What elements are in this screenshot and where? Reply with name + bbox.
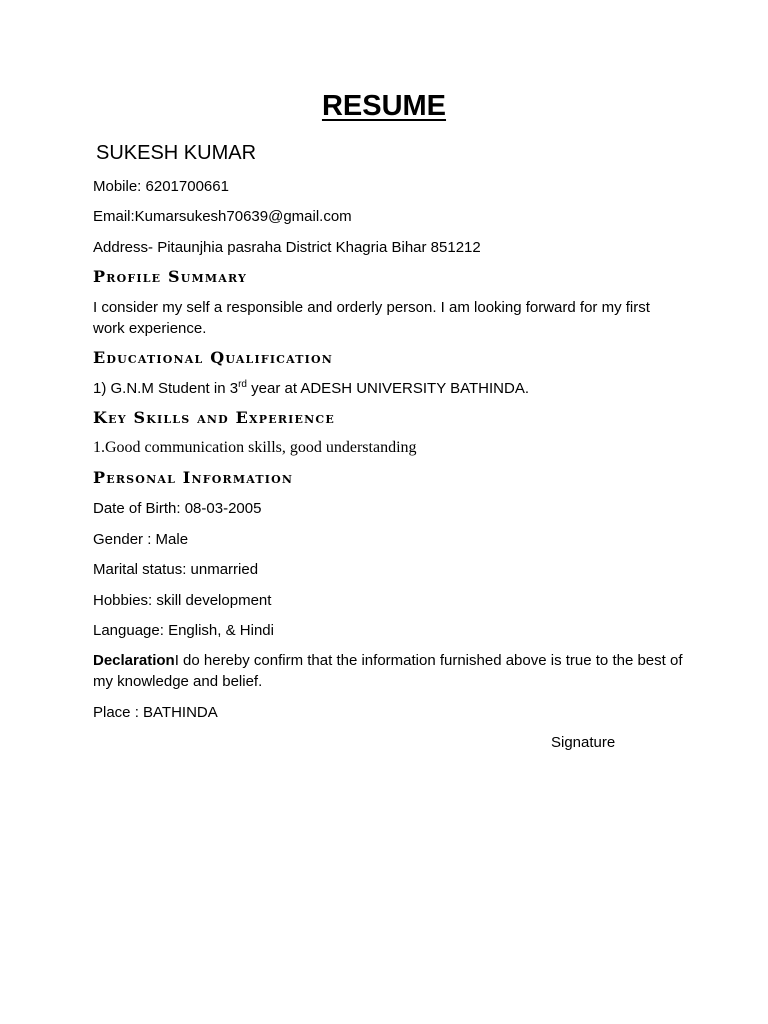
personal-info-heading: Personal Information (93, 468, 294, 487)
candidate-name: SUKESH KUMAR (96, 142, 257, 164)
resume-title (0, 86, 768, 126)
education-item-superscript: rd (238, 379, 247, 390)
education-item-suffix: year at ADESH UNIVERSITY BATHINDA. (246, 380, 530, 397)
profile-summary-heading: Profile Summary (93, 267, 248, 286)
language-line: Language: English, & Hindi (93, 622, 274, 639)
profile-summary-text: I consider my self a responsible and orderly person. I am looking forward for my first work experience. (93, 299, 650, 337)
dob-line: Date of Birth: 08-03-2005 (93, 500, 262, 517)
declaration-text: I do hereby confirm that the information furnished above is true to the best of my knowledge and belief. (93, 652, 683, 690)
education-heading: Educational Qualification (93, 348, 334, 367)
education-item (93, 378, 529, 399)
education-item-prefix: 1) G.N.M Student in 3 (93, 380, 239, 397)
declaration-label: Declaration (93, 652, 175, 669)
resume-title-text: RESUME (321, 90, 447, 122)
signature-label: Signature (551, 734, 616, 751)
gender-line: Gender : Male (93, 531, 189, 548)
skills-item: 1.Good communication skills, good understanding (93, 439, 417, 456)
marital-status-line: Marital status: unmarried (93, 561, 259, 578)
email-line: Email:Kumarsukesh70639@gmail.com (93, 208, 352, 225)
skills-heading: Key Skills and Experience (93, 408, 335, 427)
declaration-paragraph (93, 650, 683, 692)
hobbies-line: Hobbies: skill development (93, 592, 272, 609)
address-line: Address- Pitaunjhia pasraha District Khagria Bihar 851212 (93, 239, 481, 256)
place-line: Place : BATHINDA (93, 704, 218, 721)
mobile-line: Mobile: 6201700661 (93, 178, 229, 195)
